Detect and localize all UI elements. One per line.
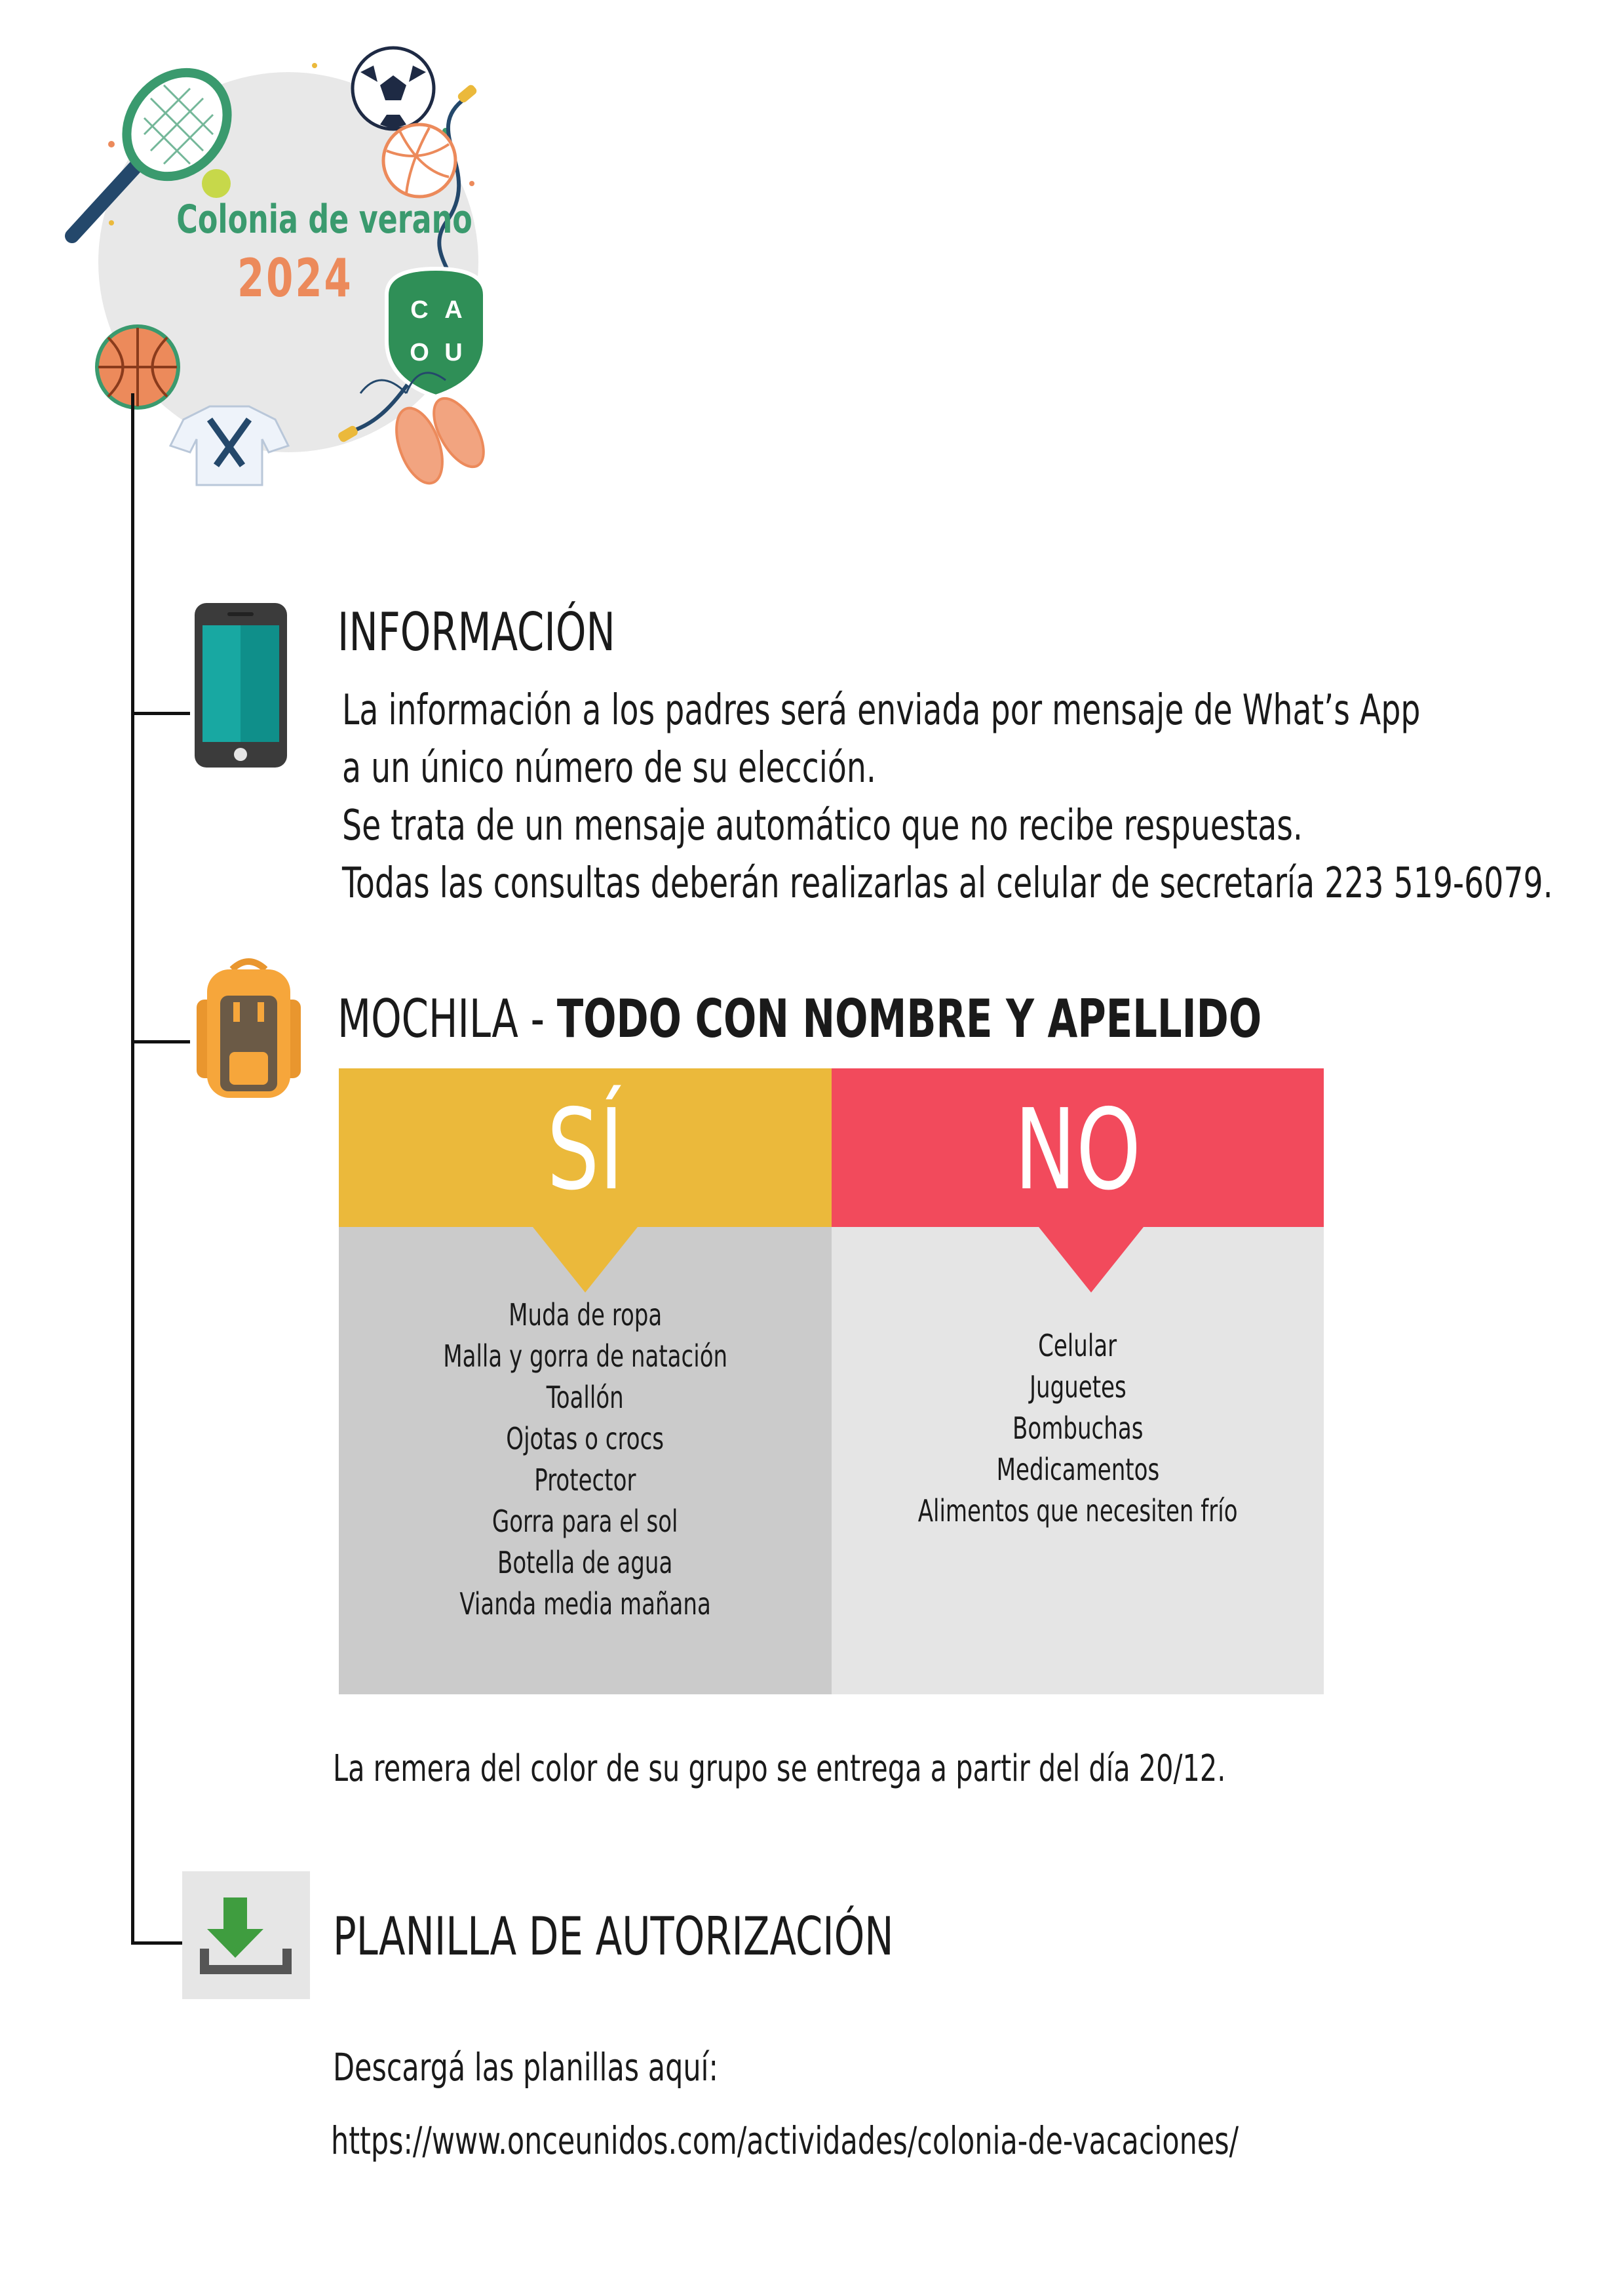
timeline-line <box>131 393 134 1945</box>
informacion-line-4: Todas las consultas deberán realizarlas al celular de secretaría 223 519-6079. <box>342 859 1553 908</box>
soccer-ball-icon <box>353 48 434 129</box>
informacion-heading: INFORMACIÓN <box>337 602 615 663</box>
list-item: Muda de ropa <box>508 1297 663 1333</box>
mochila-heading <box>337 986 1587 1052</box>
mochila-heading-bold: TODO CON NOMBRE Y APELLIDO <box>556 988 1262 1049</box>
informacion-line-2: a un único número de su elección. <box>342 744 876 792</box>
svg-text:C: C <box>410 296 429 324</box>
phone-icon <box>193 602 288 769</box>
volleyball-icon <box>383 125 455 197</box>
list-item: Malla y gorra de natación <box>443 1338 727 1374</box>
remera-note: La remera del color de su grupo se entrega a partir del día 20/12. <box>333 1747 1226 1790</box>
informacion-body <box>342 682 1587 912</box>
si-pointer <box>533 1227 638 1293</box>
list-item: Medicamentos <box>996 1452 1159 1487</box>
list-item: Bombuchas <box>1012 1411 1144 1446</box>
list-item: Celular <box>1038 1328 1117 1363</box>
timeline-branch-mochila <box>131 1040 190 1043</box>
planilla-link[interactable]: https://www.onceunidos.com/actividades/colonia-de-vacaciones/ <box>331 2118 1239 2163</box>
si-label: SÍ <box>547 1085 624 1215</box>
no-list <box>832 1325 1324 1532</box>
no-column-header <box>832 1068 1324 1227</box>
list-item: Gorra para el sol <box>492 1504 678 1539</box>
si-list <box>339 1294 832 1625</box>
list-item: Botella de agua <box>497 1545 673 1580</box>
svg-text:U: U <box>444 339 463 366</box>
informacion-line-1: La información a los padres será enviada por mensaje de What’s App <box>342 686 1421 735</box>
logo-title: Colonia de verano <box>176 197 472 243</box>
list-item: Ojotas o crocs <box>506 1421 665 1456</box>
basketball-icon <box>97 326 178 408</box>
no-pointer <box>1039 1227 1144 1293</box>
svg-text:A: A <box>444 296 463 324</box>
list-item: Toallón <box>546 1380 625 1415</box>
list-item: Alimentos que necesiten frío <box>917 1493 1238 1528</box>
list-item: Protector <box>534 1462 636 1498</box>
planilla-heading: PLANILLA DE AUTORIZACIÓN <box>333 1906 894 1967</box>
download-text: Descargá las planillas aquí: <box>333 2045 718 2090</box>
mochila-table <box>339 1068 1324 1694</box>
no-label: NO <box>1014 1085 1142 1215</box>
download-icon[interactable] <box>182 1871 310 1999</box>
list-item: Juguetes <box>1029 1369 1127 1405</box>
backpack-icon <box>191 954 306 1101</box>
si-column-header <box>339 1068 832 1227</box>
karate-gi-icon <box>170 406 288 485</box>
timeline-branch-informacion <box>131 712 190 715</box>
logo-year: 2024 <box>237 248 353 309</box>
timeline-branch-planilla <box>131 1941 190 1945</box>
mochila-heading-prefix: MOCHILA - <box>337 988 557 1049</box>
svg-text:O: O <box>410 339 429 366</box>
list-item: Vianda media mañana <box>459 1586 711 1622</box>
informacion-line-3: Se trata de un mensaje automático que no recibe respuestas. <box>342 802 1303 850</box>
